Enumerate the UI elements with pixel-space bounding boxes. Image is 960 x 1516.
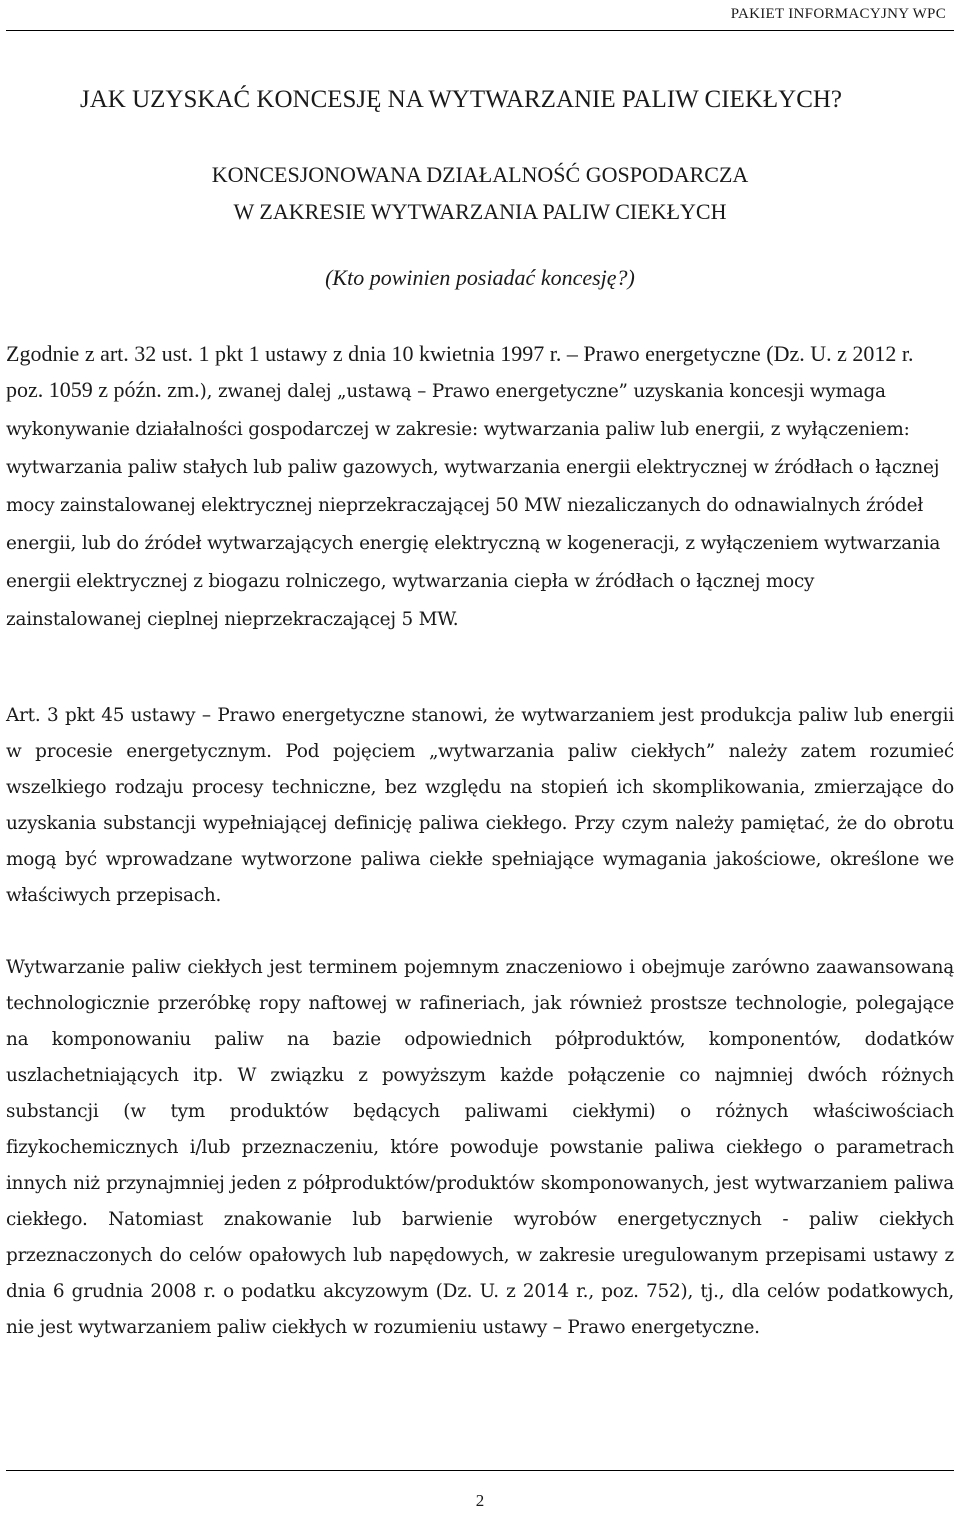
page-number: 2 (475, 1491, 485, 1510)
paragraph-legal-basis-lead: Zgodnie z art. 32 ust. 1 pkt 1 ustawy z dnia 10 kwietnia 1997 r. – Prawo energetyczne (Dz. U. z 2012 r. poz. 1059 z późn. zm. (6, 341, 914, 402)
paragraph-legal-basis-rest: ), zwanej dalej „ustawą – Prawo energetyczne” uzyskania koncesji wymaga wykonywanie działalności gospodarczej w zakresie: wytwarzania paliw lub energii, z wyłączeniem: wytwarzania paliw stałych lub paliw gazowych, wytwarzania energii elektrycznej w źródłach o łącznej mocy zainstalowanej elektrycznej nieprzekraczającej 50 MW niezaliczanych do odnawialnych źródeł energii, lub do źródeł wytwarzających energię elektryczną w kogeneracji, z wyłączeniem wytwarzania energii elektrycznej z biogazu rolniczego, wytwarzania ciepła w źródłach o łącznej mocy zainstalowanej cieplnej nieprzekraczającej 5 MW. (6, 381, 941, 630)
paragraph-production-scope: Wytwarzanie paliw ciekłych jest terminem pojemnym znaczeniowo i obejmuje zarówno zaawansowaną technologicznie przeróbkę ropy naftowej w rafineriach, jak również prostsze technologie, polegające na komponowaniu paliw na bazie odpowiednich półproduktów, komponentów, dodatków uszlachetniających itp. W związku z powyższym każde połączenie co najmniej dwóch różnych substancji (w tym produktów będących paliwami ciekłymi) o różnych właściwościach fizykochemicznych i/lub przeznaczeniu, które powoduje powstanie paliwa ciekłego o parametrach innych niż przynajmniej jeden z półproduktów/produktów skomponowanych, jest wytwarzaniem paliwa ciekłego. Natomiast znakowanie lub barwienie wyrobów energetycznych - paliw ciekłych przeznaczonych do celów opałowych lub napędowych, w zakresie uregulowanym przepisami ustawy z dnia 6 grudnia 2008 r. o podatku akcyzowym (Dz. U. z 2014 r., poz. 752), tj., dla celów podatkowych, nie jest wytwarzaniem paliw ciekłych w rozumieniu ustawy – Prawo energetyczne. (6, 957, 954, 1338)
section-question: (Kto powinien posiadać koncesję?) (325, 265, 635, 290)
paragraph-definition: Art. 3 pkt 45 ustawy – Prawo energetyczne stanowi, że wytwarzaniem jest produkcja paliw lub energii w procesie energetycznym. Pod pojęciem „wytwarzania paliw ciekłych” należy zatem rozumieć wszelkiego rodzaju procesy techniczne, bez względu na stopień ich skomplikowania, zmierzające do uzyskania substancji wypełniającej definicję paliwa ciekłego. Przy czym należy pamiętać, że do obrotu mogą być wprowadzane wytworzone paliwa ciekłe spełniające wymagania jakościowe, określone we właściwych przepisach. (6, 705, 954, 906)
footer-divider (6, 1470, 954, 1471)
header-label: PAKIET INFORMACYJNY WPC (730, 6, 946, 22)
section-subtitle-line2: W ZAKRESIE WYTWARZANIA PALIW CIEKŁYCH (233, 199, 727, 224)
header-divider (6, 30, 954, 31)
section-subtitle-line1: KONCESJONOWANA DZIAŁALNOŚĆ GOSPODARCZA (211, 162, 749, 187)
paragraph-legal-basis (6, 336, 954, 638)
document-title: JAK UZYSKAĆ KONCESJĘ NA WYTWARZANIE PALIW CIEKŁYCH? (80, 86, 843, 113)
